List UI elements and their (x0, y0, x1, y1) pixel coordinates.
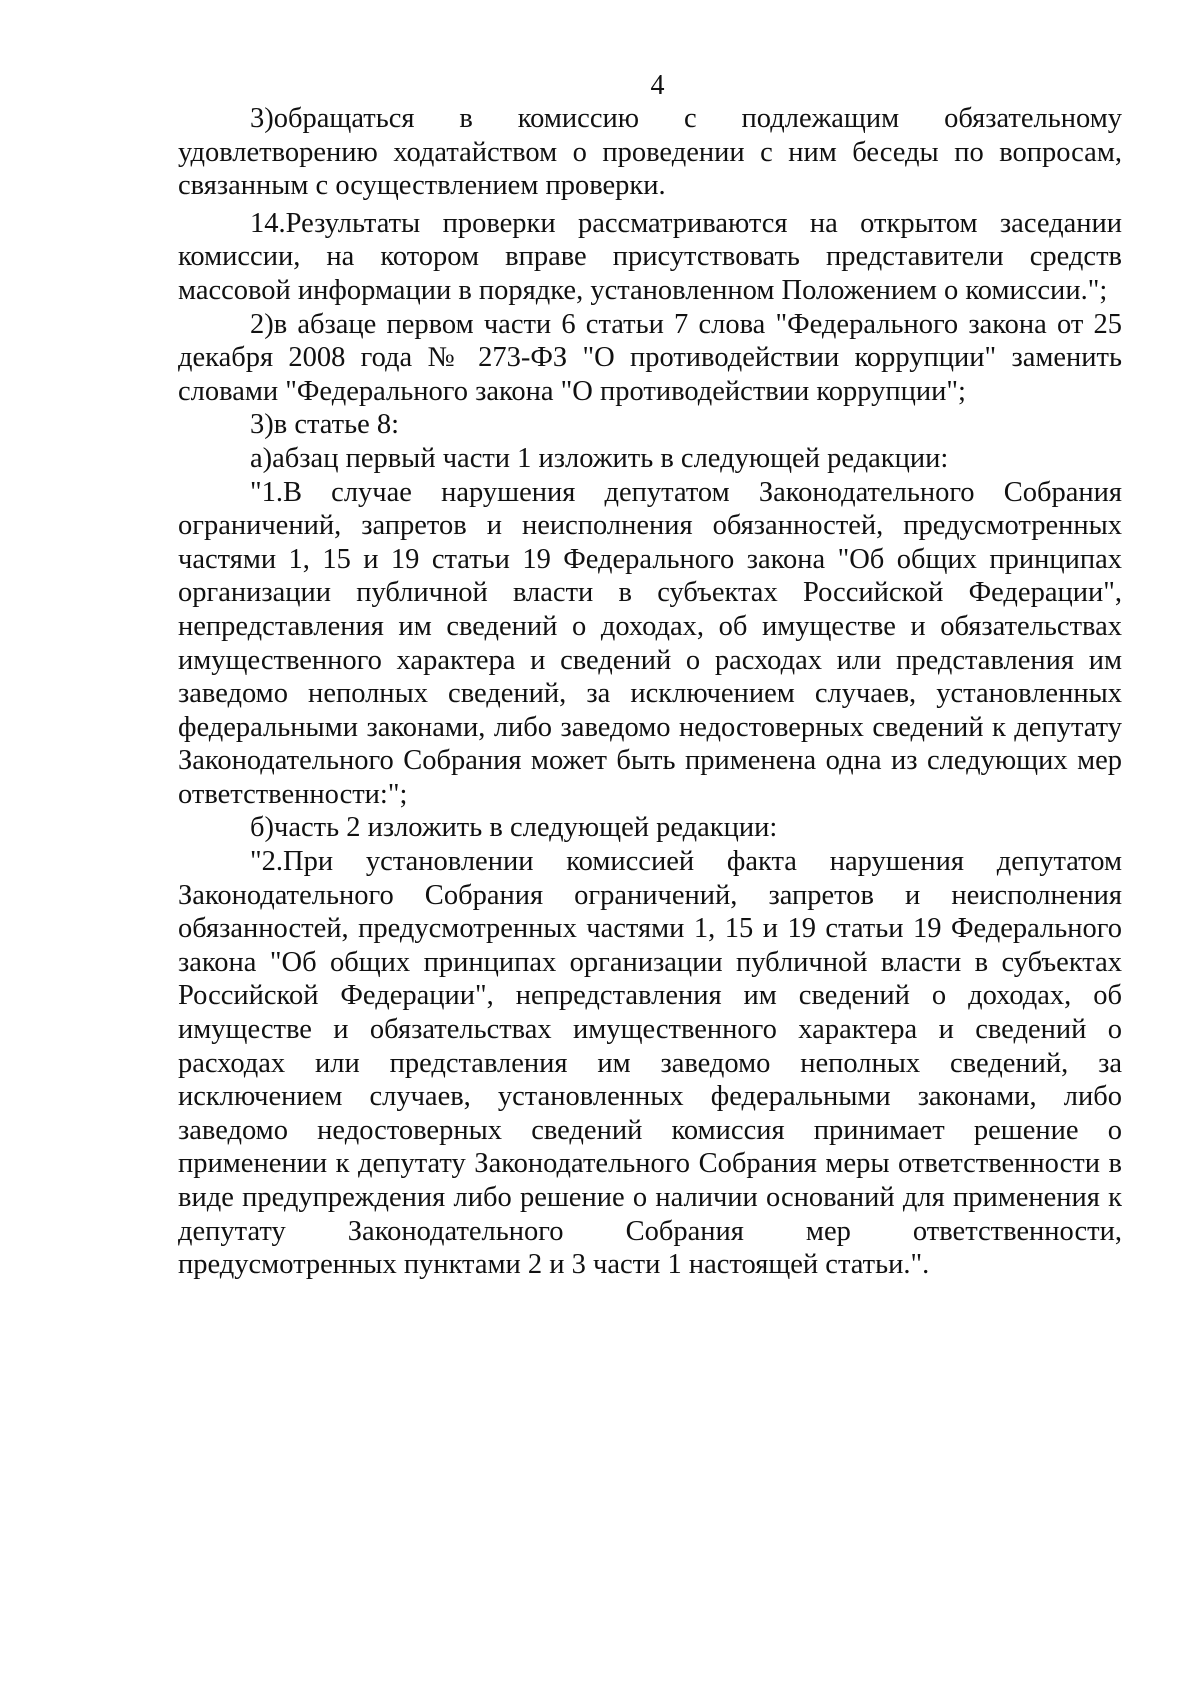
document-body (178, 102, 1122, 1282)
paragraph-subitem-b: б)часть 2 изложить в следующей редакции: (250, 812, 778, 844)
paragraph-point-14-results: 14.Результаты проверки рассматриваются на открытом заседании комиссии, на котором вправе присутствовать представители средств массовой информации в порядке, установленном Положением о комиссии."; (178, 207, 1122, 306)
paragraph-quoted-part-1: "1.В случае нарушения депутатом Законодательного Собрания ограничений, запретов и неисполнения обязанностей, предусмотренных частями 1, 15 и 19 статьи 19 Федерального закона "Об общих принципах организации публичной власти в субъектах Российской Федерации", непредставления им сведений о доходах, об имуществе и обязательствах имущественного характера и сведений о расходах или представления им заведомо неполных сведений, за исключением случаев, установленных федеральными законами, либо заведомо недостоверных сведений к депутату Законодательного Собрания может быть применена одна из следующих мер ответственности:"; (178, 476, 1122, 810)
paragraph-quoted-part-2: "2.При установлении комиссией факта нарушения депутатом Законодательного Собрания ограничений, запретов и неисполнения обязанностей, предусмотренных частями 1, 15 и 19 статьи 19 Федерального закона "Об общих принципах организации публичной власти в субъектах Российской Федерации", непредставления им сведений о доходах, об имуществе и обязательствах имущественного характера и сведений о расходах или представления им заведомо неполных сведений, за исключением случаев, установленных федеральными законами, либо заведомо недостоверных сведений комиссия принимает решение о применении к депутату Законодательного Собрания меры ответственности в виде предупреждения либо решение о наличии оснований для применения к депутату Законодательного Собрания мер ответственности, предусмотренных пунктами 2 и 3 части 1 настоящей статьи.". (178, 846, 1122, 1281)
paragraph-subitem-a: а)абзац первый части 1 изложить в следующей редакции: (250, 442, 949, 474)
paragraph-item-3-request-interview: 3)обращаться в комиссию с подлежащим обязательному удовлетворению ходатайством о проведении с ним беседы по вопросам, связанным с осуществлением проверки. (178, 103, 1122, 202)
paragraph-amendment-3: 3)в статье 8: (250, 409, 400, 441)
page-number: 4 (650, 70, 665, 101)
paragraph-amendment-2: 2)в абзаце первом части 6 статьи 7 слова "Федерального закона от 25 декабря 2008 года № 273-ФЗ "О противодействии коррупции" заменить словами "Федерального закона "О противодействии коррупции"; (178, 308, 1122, 407)
